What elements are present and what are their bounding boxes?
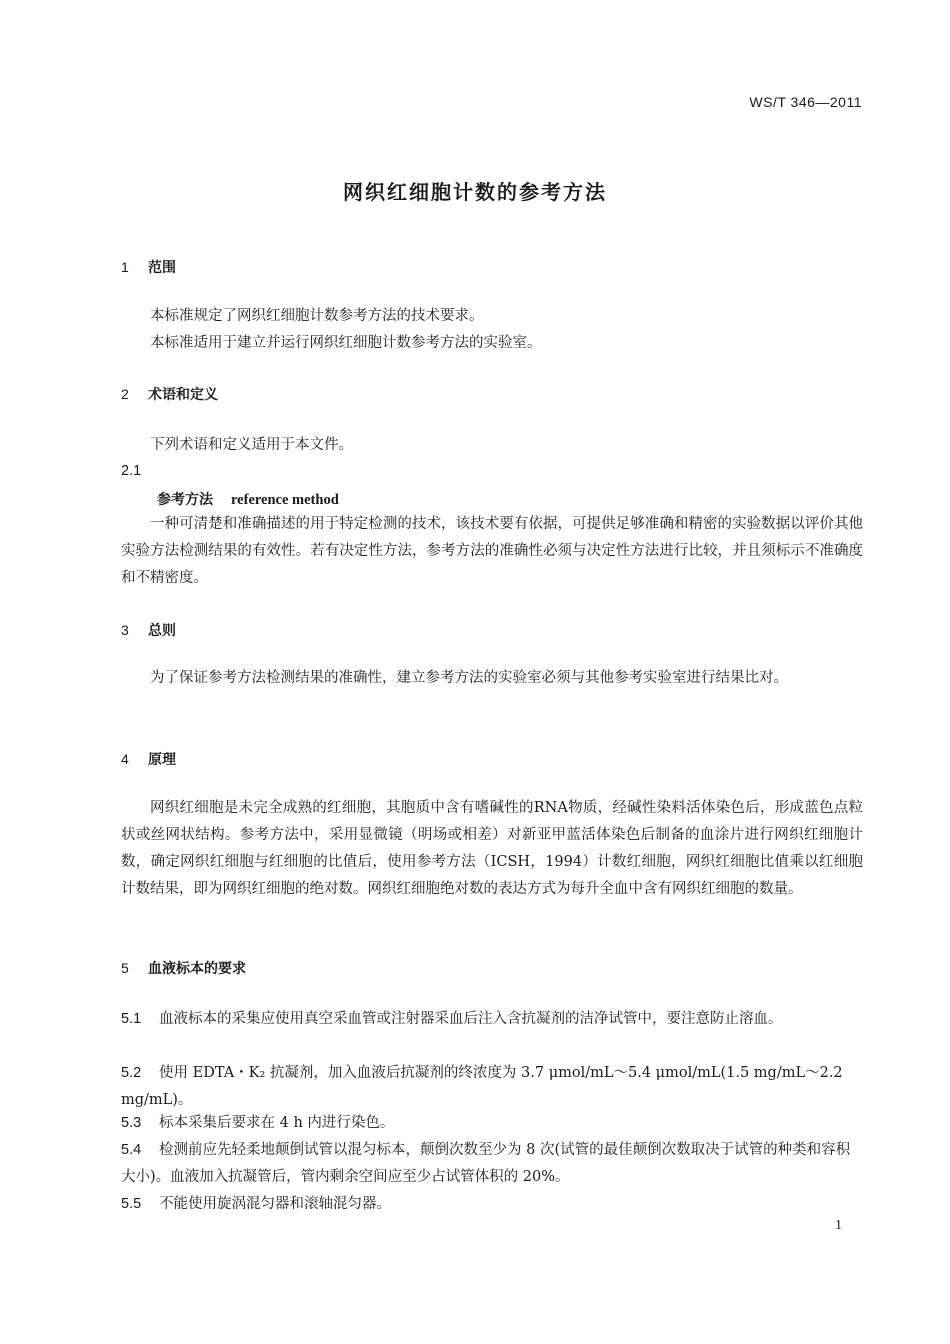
- list-item: [121, 1191, 863, 1218]
- section-4-heading: [121, 749, 176, 769]
- section-number: 4: [121, 751, 129, 767]
- section-3-heading: [121, 620, 176, 640]
- item-number: 5.3: [121, 1115, 142, 1131]
- subsection-number: 2.1: [121, 463, 142, 479]
- term-entry: [157, 489, 339, 509]
- list-item: [121, 1006, 863, 1033]
- section-title: 血液标本的要求: [148, 961, 246, 977]
- standard-number: WS/T 346—2011: [749, 94, 862, 110]
- section-number: 3: [121, 622, 129, 638]
- term-chinese: 参考方法: [157, 492, 213, 508]
- section-number: 5: [121, 960, 129, 976]
- section-number: 1: [121, 259, 129, 275]
- item-number: 5.5: [121, 1196, 142, 1212]
- item-text: 不能使用旋涡混匀器和滚轴混匀器。: [159, 1196, 391, 1212]
- section-1-heading: [121, 257, 176, 277]
- paragraph: 为了保证参考方法检测结果的准确性，建立参考方法的实验室必须与其他参考实验室进行结果比对。: [150, 670, 788, 686]
- item-number: 5.4: [121, 1142, 142, 1158]
- section-5-heading: [121, 958, 246, 978]
- section-title: 术语和定义: [148, 387, 218, 403]
- section-title: 总则: [148, 623, 176, 639]
- term-english: reference method: [231, 492, 339, 508]
- section-number: 2: [121, 386, 129, 402]
- section-title: 原理: [148, 752, 176, 768]
- term-definition: 一种可清楚和准确描述的用于特定检测的技术，该技术要有依据，可提供足够准确和精密的实验数据以评价其他实验方法检测结果的有效性。若有决定性方法，参考方法的准确性必须与决定性方法进行比较，并且须标示不准确度和不精密度。: [121, 516, 863, 586]
- list-item: [121, 1110, 863, 1137]
- item-text: 检测前应先轻柔地颠倒试管以混匀标本，颠倒次数至少为 8 次(试管的最佳颠倒次数取决于试管的种类和容积大小)。血液加入抗凝管后，管内剩余空间应至少占试管体积的 20%。: [121, 1142, 851, 1185]
- page-number: 1: [835, 1218, 842, 1233]
- section-title: 范围: [148, 260, 176, 276]
- item-text: 血液标本的采集应使用真空采血管或注射器采血后注入含抗凝剂的洁净试管中，要注意防止溶血。: [159, 1011, 783, 1027]
- paragraph: 下列术语和定义适用于本文件。: [150, 437, 353, 453]
- paragraph: 网织红细胞是未完全成熟的红细胞，其胞质中含有嗜碱性的RNA物质，经碱性染料活体染色后，形成蓝色点粒状或丝网状结构。参考方法中，采用显微镜（明场或相差）对新亚甲蓝活体染色后制备的血涂片进行网织红细胞计数，确定网织红细胞与红细胞的比值后，使用参考方法（ICSH，1994）计数红细胞，网织红细胞比值乘以红细胞计数结果，即为网织红细胞的绝对数。网织红细胞绝对数的表达方式为每升全血中含有网织红细胞的数量。: [121, 800, 863, 897]
- item-text: 标本采集后要求在 4 h 内进行染色。: [159, 1115, 395, 1131]
- item-number: 5.1: [121, 1011, 142, 1027]
- paragraph: 本标准适用于建立并运行网织红细胞计数参考方法的实验室。: [150, 335, 542, 351]
- item-number: 5.2: [121, 1065, 142, 1081]
- paragraph: 本标准规定了网织红细胞计数参考方法的技术要求。: [150, 308, 484, 324]
- page-title: 网织红细胞计数的参考方法: [343, 180, 607, 204]
- section-2-heading: [121, 384, 218, 404]
- list-item: [121, 1060, 863, 1114]
- list-item: [121, 1137, 863, 1191]
- item-text: 使用 EDTA・K₂ 抗凝剂，加入血液后抗凝剂的终浓度为 3.7 μmol/mL～5.4 μmol/mL(1.5 mg/mL～2.2 mg/mL)。: [121, 1065, 843, 1108]
